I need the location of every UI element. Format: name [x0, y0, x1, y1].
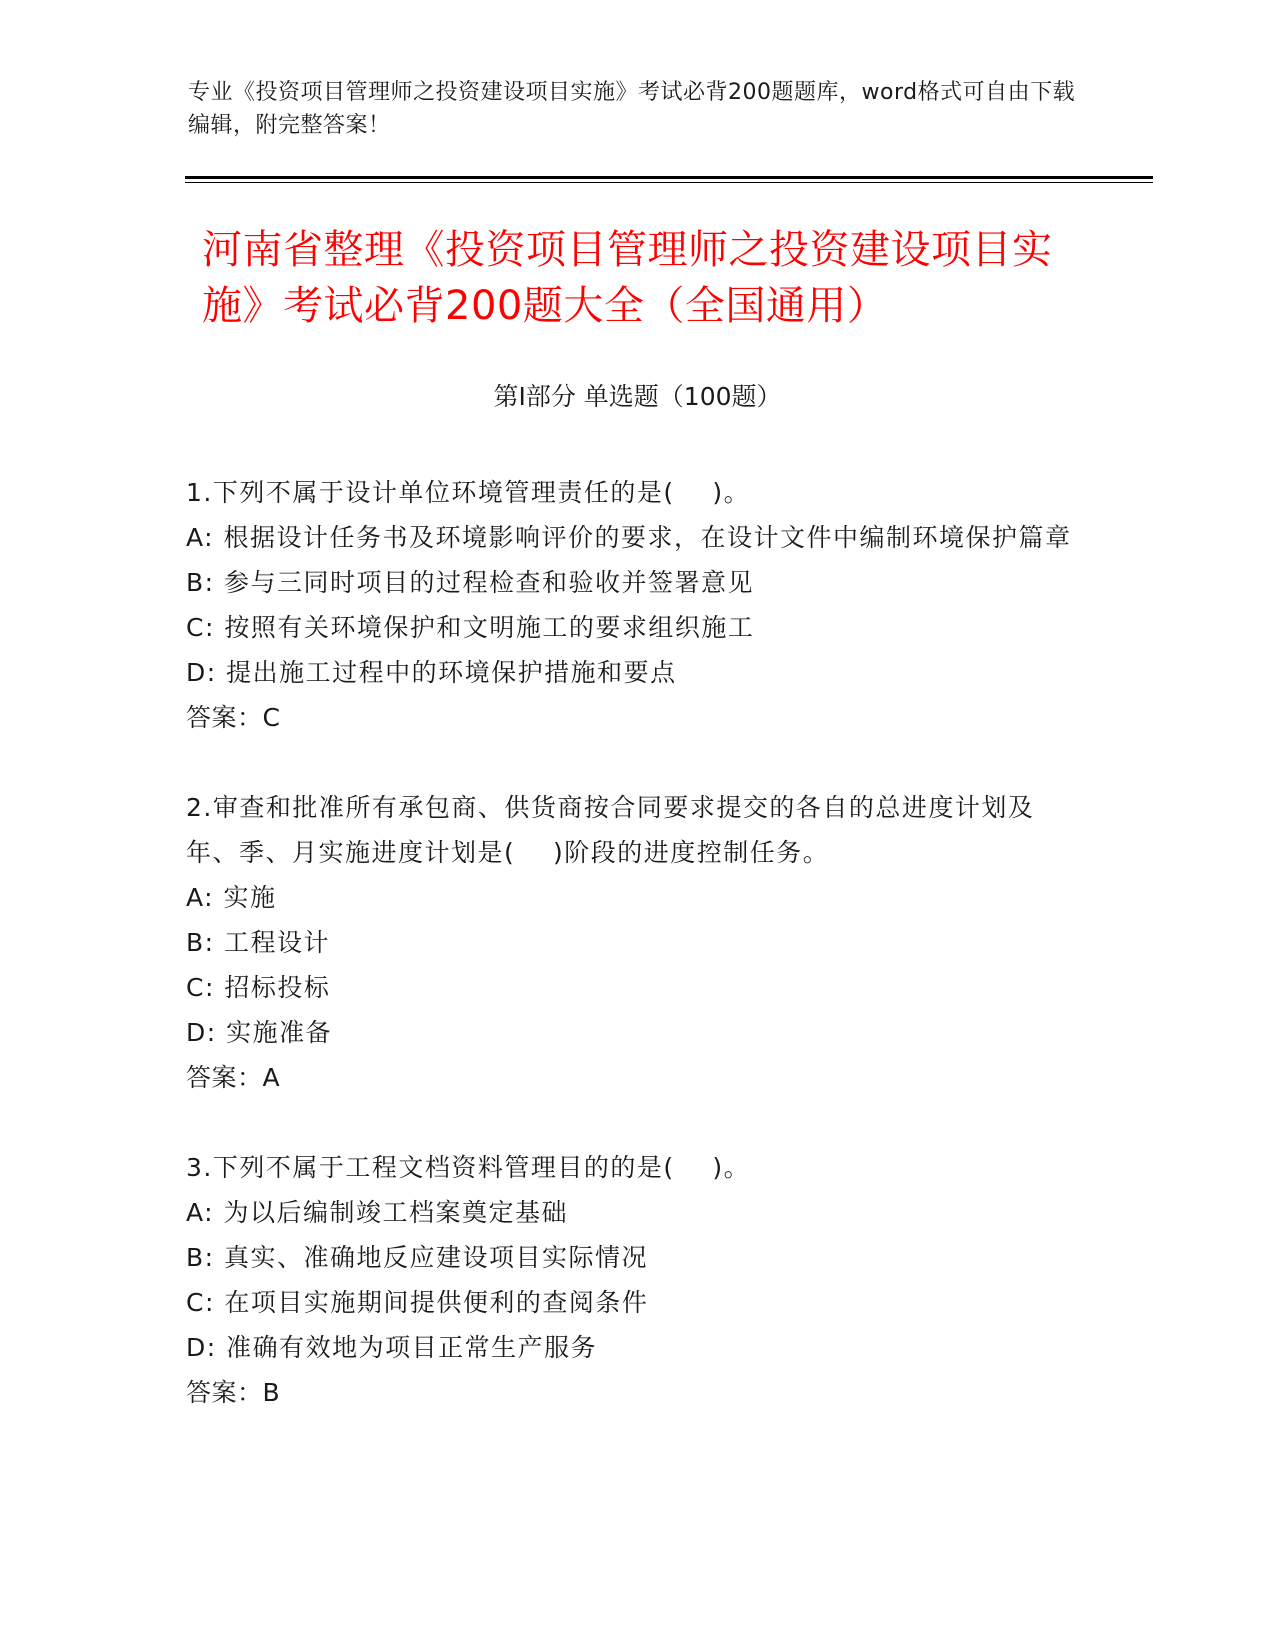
option-b: B: 工程设计 — [186, 928, 331, 957]
answer: 答案：B — [186, 1378, 281, 1407]
header-divider-thick — [185, 176, 1153, 179]
option-c: C: 在项目实施期间提供便利的查阅条件 — [186, 1288, 649, 1317]
question-stem: 1.下列不属于设计单位环境管理责任的是( )。 — [186, 478, 751, 507]
section-heading: 第Ⅰ部分 单选题（100题） — [493, 382, 782, 411]
option-a: A: 实施 — [186, 883, 277, 912]
option-c: C: 招标投标 — [186, 973, 331, 1002]
question-stem: 2.审查和批准所有承包商、供货商按合同要求提交的各自的总进度计划及年、季、月实施进度计划是( )阶段的进度控制任务。 — [186, 793, 1035, 867]
header-divider-thin — [185, 182, 1153, 183]
option-a: A: 为以后编制竣工档案奠定基础 — [186, 1198, 569, 1227]
question-2 — [186, 785, 1086, 1100]
document-title: 河南省整理《投资项目管理师之投资建设项目实施》考试必背200题大全（全国通用） — [202, 227, 1053, 329]
header-note: 专业《投资项目管理师之投资建设项目实施》考试必背200题题库，word格式可自由下载编辑，附完整答案！ — [188, 80, 1076, 138]
option-a: A: 根据设计任务书及环境影响评价的要求，在设计文件中编制环境保护篇章 — [186, 523, 1072, 552]
question-3 — [186, 1145, 1086, 1415]
option-b: B: 真实、准确地反应建设项目实际情况 — [186, 1243, 649, 1272]
question-list — [186, 470, 1086, 1460]
question-stem: 3.下列不属于工程文档资料管理目的的是( )。 — [186, 1153, 751, 1182]
option-d: D: 提出施工过程中的环境保护措施和要点 — [186, 658, 677, 687]
answer: 答案：A — [186, 1063, 281, 1092]
question-1 — [186, 470, 1086, 740]
option-d: D: 准确有效地为项目正常生产服务 — [186, 1333, 598, 1362]
option-d: D: 实施准备 — [186, 1018, 333, 1047]
option-b: B: 参与三同时项目的过程检查和验收并签署意见 — [186, 568, 755, 597]
option-c: C: 按照有关环境保护和文明施工的要求组织施工 — [186, 613, 755, 642]
answer: 答案：C — [186, 703, 281, 732]
